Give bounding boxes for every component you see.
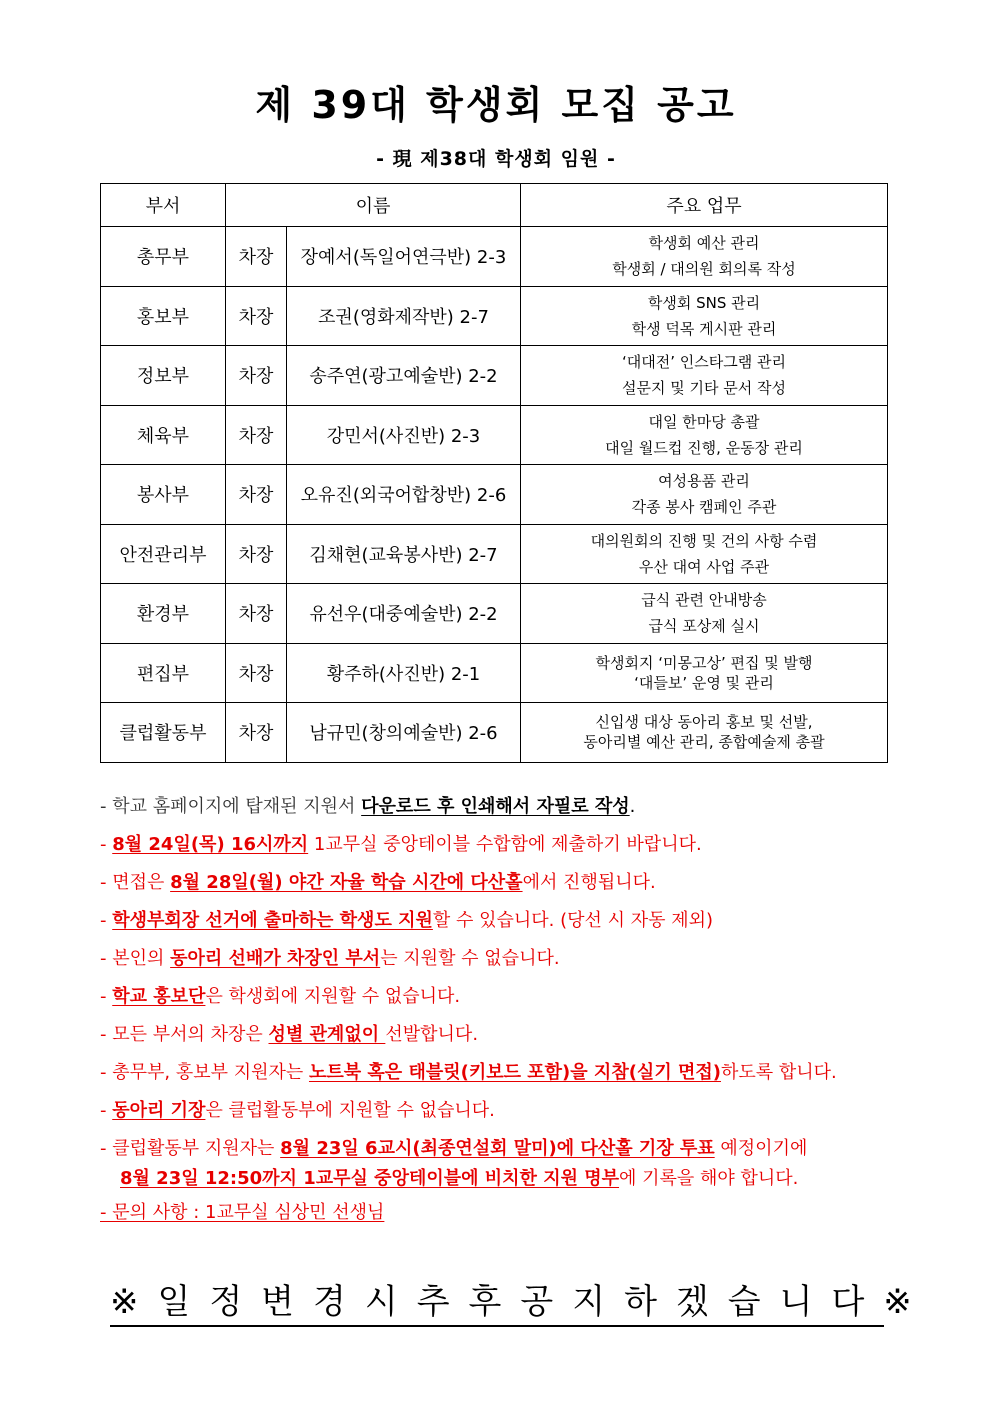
notice-text: 은 학생회에 지원할 수 없습니다. xyxy=(205,986,461,1007)
dept-cell: 편집부 xyxy=(101,643,226,703)
role-cell: 차장 xyxy=(226,524,287,584)
duty-line: 급식 포상제 실시 xyxy=(648,617,760,636)
notice-text: 할 수 있습니다. (당선 시 자동 제외) xyxy=(432,910,714,931)
notice-item xyxy=(100,1054,960,1092)
notice-text: - 클럽활동부 지원자는 xyxy=(100,1138,281,1159)
notice-text: 은 클럽활동부에 지원할 수 없습니다. xyxy=(205,1100,495,1121)
notice-text: 예정이기에 xyxy=(714,1138,808,1159)
dept-cell: 클럽활동부 xyxy=(101,703,226,763)
notice-text: 1교무실 중앙테이블 수합함에 제출하기 바랍니다. xyxy=(308,834,702,855)
header-dept: 부서 xyxy=(101,184,226,227)
officer-table xyxy=(100,183,888,763)
page-subtitle: - 現 제38대 학생회 임원 - xyxy=(376,148,616,170)
notice-text: 에서 진행됩니다. xyxy=(522,872,656,893)
table-row xyxy=(101,346,888,406)
role-cell: 차장 xyxy=(226,584,287,644)
notice-emphasis: 동아리 기장 xyxy=(112,1100,206,1121)
notice-text: - 모든 부서의 차장은 xyxy=(100,1024,269,1045)
duty-cell xyxy=(521,703,888,763)
table-header-row xyxy=(101,184,888,227)
contact-text: 문의 사항 : 1교무실 심상민 선생님 xyxy=(106,1202,385,1223)
notice-text: - xyxy=(100,986,113,1007)
duty-line: 우산 대여 사업 주관 xyxy=(638,557,770,576)
dept-cell: 총무부 xyxy=(101,227,226,287)
role-cell: 차장 xyxy=(226,286,287,346)
notice-item xyxy=(100,902,960,940)
notice-emphasis: 동아리 선배가 차장인 부서 xyxy=(170,948,381,969)
dept-cell: 정보부 xyxy=(101,346,226,406)
duty-line: 동아리별 예산 관리, 종합예술제 총괄 xyxy=(583,733,825,752)
notice-list xyxy=(100,788,960,1232)
notice-emphasis: 노트북 혹은 태블릿(키보드 포함)을 지참(실기 면접) xyxy=(308,1062,721,1083)
duty-cell xyxy=(521,346,888,406)
duty-cell xyxy=(521,584,888,644)
notice-text: 는 지원할 수 없습니다. xyxy=(380,948,560,969)
table-row xyxy=(101,286,888,346)
duty-line: 학생회 / 대의원 회의록 작성 xyxy=(612,260,796,279)
notice-text: - xyxy=(100,834,113,855)
dept-cell: 안전관리부 xyxy=(101,524,226,584)
notice-text: 선발합니다. xyxy=(385,1024,479,1045)
name-cell: 황주하(사진반) 2-1 xyxy=(287,643,521,703)
dept-cell: 체육부 xyxy=(101,405,226,465)
role-cell: 차장 xyxy=(226,643,287,703)
role-cell: 차장 xyxy=(226,227,287,287)
notice-text: - 면접은 xyxy=(100,872,171,893)
duty-cell xyxy=(521,524,888,584)
dept-cell: 홍보부 xyxy=(101,286,226,346)
notice-item xyxy=(100,864,960,902)
notice-text: - xyxy=(100,1202,107,1223)
name-cell: 유선우(대중예술반) 2-2 xyxy=(287,584,521,644)
duty-cell xyxy=(521,227,888,287)
duty-line: 대일 한마당 총괄 xyxy=(648,412,760,431)
table-row xyxy=(101,524,888,584)
role-cell: 차장 xyxy=(226,346,287,406)
duty-line: 학생회 예산 관리 xyxy=(648,234,760,253)
notice-item xyxy=(100,1194,960,1232)
duty-cell xyxy=(521,465,888,525)
table-row xyxy=(101,703,888,763)
table-row xyxy=(101,643,888,703)
notice-emphasis: 8월 28일(월) 야간 자율 학습 시간에 다산홀 xyxy=(170,872,523,893)
name-cell: 오유진(외국어합창반) 2-6 xyxy=(287,465,521,525)
notice-item xyxy=(100,978,960,1016)
header-duty: 주요 업무 xyxy=(521,184,888,227)
notice-text: - xyxy=(100,910,113,931)
notice-emphasis: 학교 홍보단 xyxy=(112,986,206,1007)
duty-line: 학생회 SNS 관리 xyxy=(647,293,761,312)
duty-line: ‘대대전’ 인스타그램 관리 xyxy=(622,353,786,372)
duty-line: 대일 월드컵 진행, 운동장 관리 xyxy=(605,438,803,457)
duty-line: 학생회지 ‘미몽고상’ 편집 및 발행 xyxy=(595,653,813,672)
notice-text: - 본인의 xyxy=(100,948,171,969)
name-cell: 김채현(교육봉사반) 2-7 xyxy=(287,524,521,584)
duty-line: ‘대들보’ 운영 및 관리 xyxy=(634,673,774,692)
table-row xyxy=(101,227,888,287)
notice-item-continued xyxy=(100,1164,960,1194)
notice-emphasis: 다운로드 후 인쇄해서 자필로 작성 xyxy=(361,796,630,817)
notice-item xyxy=(100,1016,960,1054)
notice-emphasis: 8월 23일 12:50까지 1교무실 중앙테이블에 비치한 지원 명부 xyxy=(120,1168,620,1189)
notice-text: 에 기록을 해야 합니다. xyxy=(619,1168,799,1189)
notice-item xyxy=(100,940,960,978)
duty-line: 신입생 대상 동아리 홍보 및 선발, xyxy=(595,713,813,732)
header-name: 이름 xyxy=(226,184,521,227)
duty-cell xyxy=(521,405,888,465)
duty-line: 급식 관련 안내방송 xyxy=(641,591,767,610)
table-row xyxy=(101,405,888,465)
name-cell: 조권(영화제작반) 2-7 xyxy=(287,286,521,346)
table-row xyxy=(101,584,888,644)
notice-text: . xyxy=(629,796,636,817)
name-cell: 강민서(사진반) 2-3 xyxy=(287,405,521,465)
notice-emphasis: 학생부회장 선거에 출마하는 학생도 지원 xyxy=(112,910,433,931)
duty-line: 여성용품 관리 xyxy=(658,472,750,491)
duty-cell xyxy=(521,643,888,703)
name-cell: 장예서(독일어연극반) 2-3 xyxy=(287,227,521,287)
dept-cell: 환경부 xyxy=(101,584,226,644)
page-title: 제 39대 학생회 모집 공고 xyxy=(255,83,737,127)
role-cell: 차장 xyxy=(226,405,287,465)
notice-text: - 총무부, 홍보부 지원자는 xyxy=(100,1062,309,1083)
role-cell: 차장 xyxy=(226,465,287,525)
notice-item xyxy=(100,788,960,826)
notice-emphasis: 8월 24일(목) 16시까지 xyxy=(112,834,309,855)
duty-line: 학생 덕목 게시판 관리 xyxy=(631,319,777,338)
table-row xyxy=(101,465,888,525)
notice-item xyxy=(100,1130,960,1168)
notice-item xyxy=(100,1092,960,1130)
schedule-change-footer: ※일정변경시추후공지하겠습니다※ xyxy=(110,1274,884,1327)
notice-emphasis: 8월 23일 6교시(최종연설회 말미)에 다산홀 기장 투표 xyxy=(280,1138,715,1159)
duty-line: 대의원회의 진행 및 건의 사항 수렴 xyxy=(590,531,818,550)
duty-cell xyxy=(521,286,888,346)
notice-text: - xyxy=(100,1100,113,1121)
notice-emphasis: 성별 관계없이 xyxy=(268,1024,386,1045)
name-cell: 송주연(광고예술반) 2-2 xyxy=(287,346,521,406)
notice-item xyxy=(100,826,960,864)
duty-line: 각종 봉사 캠페인 주관 xyxy=(631,498,777,517)
duty-line: 설문지 및 기타 문서 작성 xyxy=(622,379,786,398)
role-cell: 차장 xyxy=(226,703,287,763)
notice-text: - 학교 홈페이지에 탑재된 지원서 xyxy=(100,796,362,817)
notice-text: 하도록 합니다. xyxy=(720,1062,837,1083)
dept-cell: 봉사부 xyxy=(101,465,226,525)
name-cell: 남규민(창의예술반) 2-6 xyxy=(287,703,521,763)
